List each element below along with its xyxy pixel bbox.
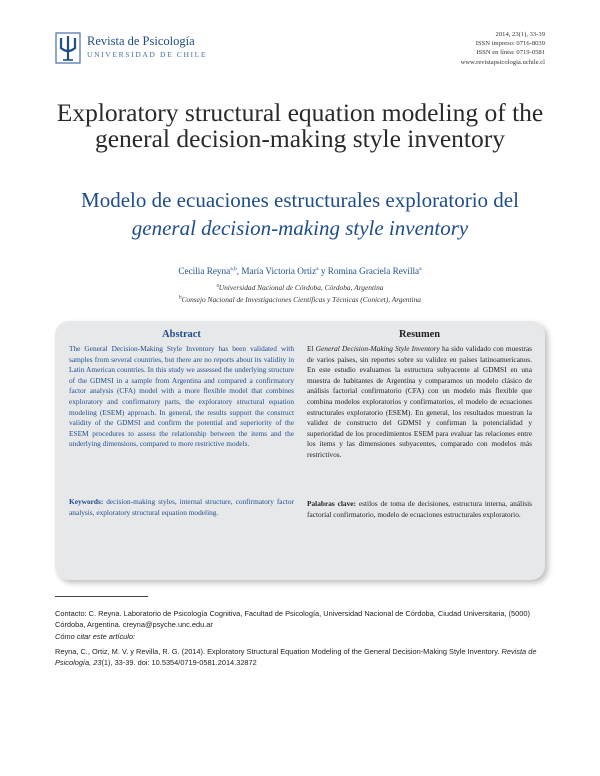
resumen-body-italic: General Decision-Making Style Inventory xyxy=(315,344,440,353)
affiliation-text: Universidad Nacional de Córdoba, Córdoba, Argentina xyxy=(218,283,384,292)
citation-volume: 23 xyxy=(91,658,102,667)
issn-online: ISSN en línea: 0719-0581 xyxy=(476,49,545,57)
resumen-heading: Resumen xyxy=(399,329,440,340)
abstract-keywords xyxy=(69,497,294,518)
affiliation-text: Consejo Nacional de Investigaciones Científicas y Técnicas (Conicet), Argentina xyxy=(181,295,422,304)
resumen-body xyxy=(307,344,532,461)
author-sup: a xyxy=(316,266,319,272)
resumen-keywords xyxy=(307,499,532,520)
abstract-box xyxy=(55,321,545,580)
title-spanish xyxy=(40,186,560,242)
author-name[interactable]: María Victoria Ortiz xyxy=(241,266,317,277)
abstract-column xyxy=(69,329,294,450)
keywords-label: Keywords: xyxy=(69,497,104,506)
abstract-body: The General Decision-Making Style Inventory has been validated with samples from several countries, but there are no reports about its validity in Latin American countries. In this study we assessed the underlying structure of the GDMSI in a sample from Argentina and compared a confirmatory factor analysis (CFA) model with a more flexible model that combines exploratory and confirmatory parts, the exploratory structural equation modeling (ESEM) approach. In general, the results support the construct validity of the GDMSI and confirm the potential and superiority of the ESEM procedures to assess the relationship between the items and the underlying dimensions, compared to more restrictive models. xyxy=(69,344,294,449)
author-list xyxy=(40,266,560,276)
citation xyxy=(55,646,550,668)
palabras-clave-text: estilos de toma de decisiones, estructura interna, análisis factorial confirmatorio, modelo de ecuaciones estructurales exploratorio. xyxy=(307,499,532,519)
abstract-heading: Abstract xyxy=(162,329,201,340)
issue-info: 2014, 23(1), 33-39 xyxy=(495,31,545,38)
citation-journal: Revista de Psicología, xyxy=(55,647,537,667)
resumen-body-post: ha sido validado con muestras de varios países, sin reportes sobre su validez en países latinoamericanos. En este estudio evaluamos la estructura subyacente al GDMSI en una muestra de habitantes de Argentina y comparamos un modelo clásico de análisis factorial confirmatorio (CFA) con un modelo más flexible que combina modelos exploratorios y confirmatorios, el modelo de ecuaciones estructurales exploratorio (ESEM). En general, los resultados muestran la validez de constructo del GDMSI y confirman la potencialidad y superioridad de los procedimientos ESEM para evaluar las relaciones entre los ítems y las dimensiones subyacentes, comparado con modelos más restrictivos. xyxy=(307,344,532,459)
author-name[interactable]: Romina Graciela Revilla xyxy=(327,266,420,277)
author-name[interactable]: Cecilia Reyna xyxy=(178,266,231,277)
issue-meta xyxy=(461,30,545,67)
author-sup: a xyxy=(419,266,422,272)
affiliation-sup: b xyxy=(178,295,182,301)
title-spanish-part1: Modelo de ecuaciones estructurales exploratorio del xyxy=(81,188,519,212)
citation-rest[interactable]: (1), 33-39. doi: 10.5354/0719-0581.2014.32872 xyxy=(101,658,257,667)
affiliation-sup: a xyxy=(216,283,219,289)
author-separator: , xyxy=(236,266,242,277)
keywords-text: decision-making styles, internal structure, confirmatory factor analysis, exploratory structural equation modeling. xyxy=(69,497,294,517)
title-english: Exploratory structural equation modeling of the general decision-making style inventory xyxy=(56,98,544,153)
journal-website[interactable]: www.revistapsicologia.uchile.cl xyxy=(460,58,545,66)
journal-logo[interactable] xyxy=(55,30,208,70)
issn-print: ISSN impreso: 0716-8039 xyxy=(475,40,545,48)
psi-logo-icon xyxy=(55,32,81,64)
author-separator: y xyxy=(318,266,328,277)
author-sup: a,b xyxy=(230,266,237,272)
resumen-body-pre: El xyxy=(307,344,316,353)
journal-header xyxy=(55,30,545,72)
contact-note: Contacto: C. Reyna. Laboratorio de Psicología Cognitiva, Facultad de Psicología, Universidad Nacional de Córdoba, Ciudad Universitaria, (5000) Córdoba, Argentina. creyna@psyche.unc.edu.ar xyxy=(55,609,530,629)
affiliation xyxy=(40,295,560,304)
title-spanish-part2: general decision-making style inventory xyxy=(131,216,469,240)
journal-title: Revista de Psicología xyxy=(87,34,195,48)
citation-main: Reyna, C., Ortiz, M. V. y Revilla, R. G. (2014). Exploratory Structural Equation Modeling of the General Decision-Making Style Inventory. xyxy=(55,647,500,656)
journal-subtitle: UNIVERSIDAD DE CHILE xyxy=(87,50,208,59)
cite-label: Cómo citar este artículo: xyxy=(55,632,136,641)
footnote-divider xyxy=(55,596,148,597)
palabras-clave-label: Palabras clave: xyxy=(307,499,356,508)
affiliation xyxy=(40,283,560,292)
resumen-column xyxy=(307,329,532,461)
